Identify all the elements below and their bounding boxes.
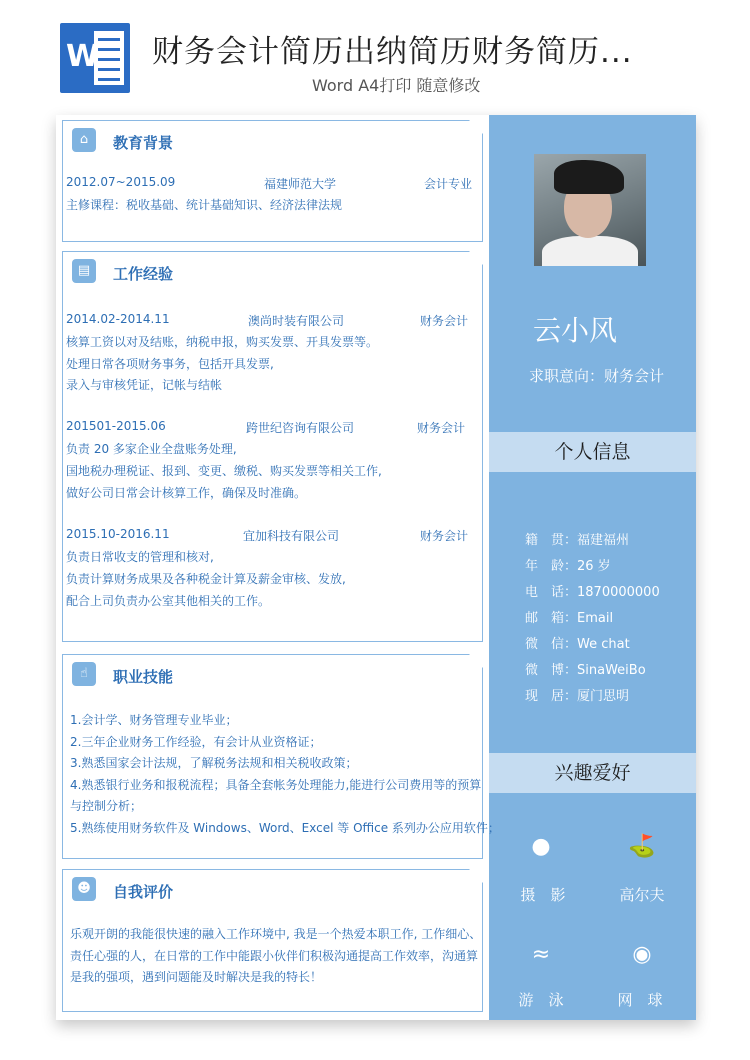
job-line: 处理日常各项财务事务，包括开具发票, [66, 357, 274, 371]
section-title: 教育背景 [113, 134, 174, 152]
job-role: 财务会计 [420, 529, 469, 543]
section-title: 自我评价 [113, 883, 174, 901]
job-period: 2014.02-2014.11 [66, 312, 170, 326]
edu-school: 福建师范大学 [264, 177, 337, 191]
document-subtitle: Word A4打印 随意修改 [312, 76, 481, 95]
job-line: 负责日常收支的管理和核对, [66, 550, 214, 564]
job-company: 宜加科技有限公司 [243, 529, 340, 543]
info-row: 邮 箱：Email [525, 611, 614, 626]
edu-courses: 主修课程：税收基础、统计基础知识、经济法律法规 [66, 198, 343, 212]
personal-info-header: 个人信息 [489, 432, 696, 472]
job-role: 财务会计 [417, 421, 466, 435]
hobby-label: 高尔夫 [619, 886, 665, 904]
swimming-icon: ≈ [531, 942, 551, 967]
job-period: 201501-2015.06 [66, 419, 166, 433]
job-company: 澳尚时装有限公司 [248, 314, 345, 328]
skill-line: 4.熟悉银行业务和报税流程；具备全套帐务处理能力,能进行公司费用等的预算 [70, 778, 482, 792]
portrait-photo [534, 154, 646, 266]
skill-line: 5.熟练使用财务软件及 Windows、Word、Excel 等 Office 系列办公应用软件； [70, 821, 500, 835]
golf-icon: ⛳ [628, 834, 656, 859]
job-line: 负责 20 多家企业全盘账务处理, [66, 442, 237, 456]
info-row: 年 龄：26 岁 [525, 559, 611, 574]
evaluation-line: 是我的强项，遇到问题能及时解决是我的特长！ [70, 970, 323, 984]
evaluation-line: 责任心强的人，在日常的工作中能跟小伙伴们积极沟通提高工作效率，沟通算 [70, 949, 479, 963]
job-period: 2015.10-2016.11 [66, 527, 170, 541]
briefcase-icon: ▤ [72, 259, 96, 283]
document-title: 财务会计简历出纳简历财务简历... [152, 34, 633, 70]
skill-line: 1.会计学、财务管理专业毕业； [70, 713, 238, 727]
job-line: 负责计算财务成果及各种税金计算及薪金审核、发放, [66, 572, 346, 586]
people-icon: ☻ [72, 877, 96, 901]
job-line: 做好公司日常会计核算工作，确保及时准确。 [66, 486, 307, 500]
info-row: 现 居：厦门思明 [525, 689, 630, 704]
camera-icon: ● [531, 834, 551, 859]
graduation-cap-icon: ⌂ [72, 128, 96, 152]
edu-major: 会计专业 [424, 177, 473, 191]
edu-period: 2012.07~2015.09 [66, 175, 176, 189]
skill-line: 与控制分析； [70, 799, 143, 813]
job-role: 财务会计 [420, 314, 469, 328]
job-line: 录入与审核凭证，记帐与结帐 [66, 378, 223, 392]
job-line: 配合上司负责办公室其他相关的工作。 [66, 594, 271, 608]
skill-line: 2.三年企业财务工作经验，有会计从业资格证； [70, 735, 322, 749]
hobbies-header: 兴趣爱好 [489, 753, 696, 793]
job-line: 核算工资以对及结账，纳税申报，购买发票、开具发票等。 [66, 335, 379, 349]
skill-line: 3.熟悉国家会计法规，了解税务法规和相关税收政策； [70, 756, 358, 770]
evaluation-line: 乐观开朗的我能很快速的融入工作环境中, 我是一个热爱本职工作, 工作细心、 [70, 927, 482, 941]
info-row: 籍 贯：福建福州 [525, 533, 630, 548]
thumbs-up-icon: ☝ [72, 662, 96, 686]
hobby-label: 摄 影 [520, 886, 566, 904]
hobby-label: 游 泳 [518, 991, 564, 1009]
job-line: 国地税办理税证、报到、变更、缴税、购买发票等相关工作, [66, 464, 382, 478]
section-title: 工作经验 [113, 265, 174, 283]
info-row: 电 话：1870000000 [525, 585, 660, 600]
job-company: 跨世纪咨询有限公司 [246, 421, 355, 435]
section-title: 职业技能 [113, 668, 174, 686]
word-icon: W [60, 23, 130, 93]
info-row: 微 信：We chat [525, 637, 630, 652]
hobby-label: 网 球 [617, 991, 663, 1009]
job-intent: 求职意向：财务会计 [529, 367, 665, 385]
info-row: 微 博：SinaWeiBo [525, 663, 646, 678]
ball-icon: ◉ [632, 942, 652, 967]
candidate-name: 云小风 [533, 314, 618, 347]
